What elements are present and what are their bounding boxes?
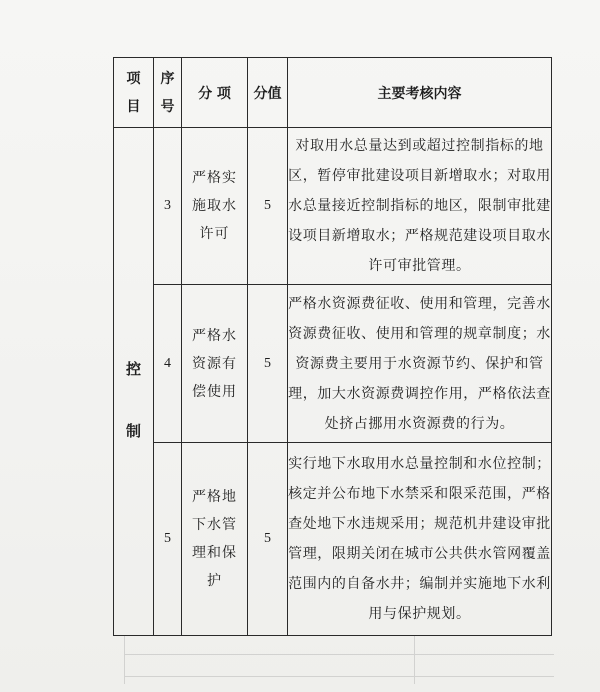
table-row [114,128,552,285]
header-seq: 序号 [154,58,182,128]
score-cell: 5 [248,443,288,636]
content-cell: 对取用水总量达到或超过控制指标的地区，暂停审批建设项目新增取水；对取用水总量接近控制指标的地区，限制审批建设项目新增取水；严格规范建设项目取水许可审批管理。 [288,128,552,285]
item-cell: 严格水资源有偿使用 [182,285,248,443]
seq-cell: 4 [154,285,182,443]
item-cell: 严格实施取水许可 [182,128,248,285]
table-row [114,443,552,636]
header-content: 主要考核内容 [288,58,552,128]
table-row [114,285,552,443]
content-cell: 实行地下水取用水总量控制和水位控制；核定并公布地下水禁采和限采范围，严格查处地下水违规采用；规范机井建设审批管理，限期关闭在城市公共供水管网覆盖范围内的自备水井；编制并实施地下水利用与保护规划。 [288,443,552,636]
bottom-table-remnant [124,636,554,684]
header-item: 分 项 [182,58,248,128]
seq-cell: 5 [154,443,182,636]
seq-cell: 3 [154,128,182,285]
score-cell: 5 [248,128,288,285]
category-label: 控制 [125,359,141,440]
assessment-table [113,57,552,636]
score-cell: 5 [248,285,288,443]
content-cell: 严格水资源费征收、使用和管理，完善水资源费征收、使用和管理的规章制度；水资源费主要用于水资源节约、保护和管理，加大水资源费调控作用，严格依法查处挤占挪用水资源费的行为。 [288,285,552,443]
table-header-row [114,58,552,128]
item-cell: 严格地下水管理和保护 [182,443,248,636]
category-cell [114,128,154,636]
header-category: 项目 [114,58,154,128]
header-score: 分值 [248,58,288,128]
